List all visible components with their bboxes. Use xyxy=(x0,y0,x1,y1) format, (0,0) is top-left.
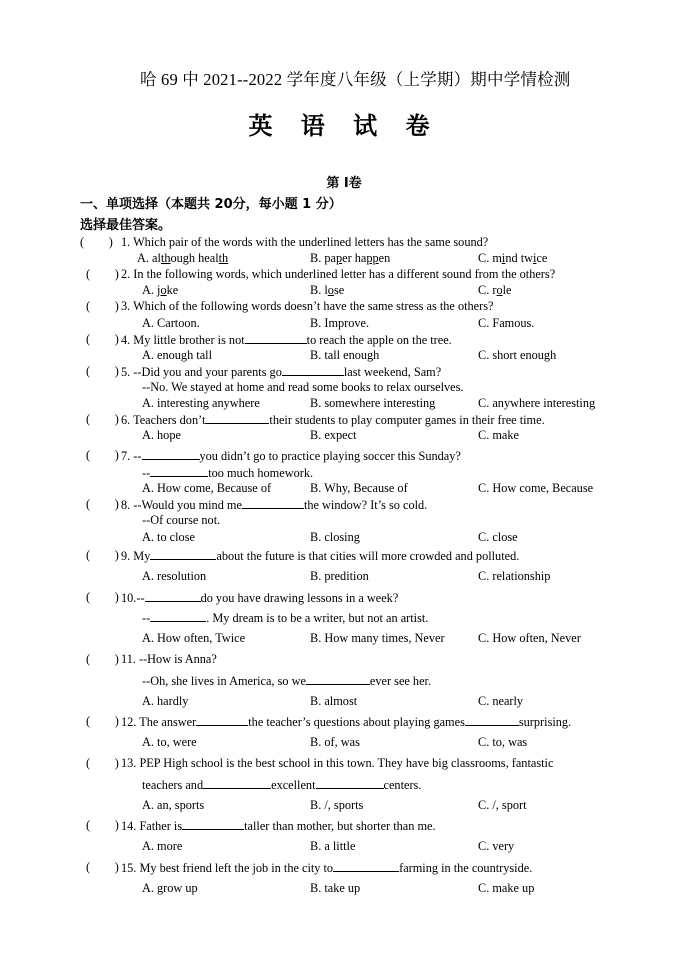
option-c[interactable]: C. mind twice xyxy=(478,251,548,265)
option-b[interactable]: B. Why, Because of xyxy=(310,481,408,495)
answer-bracket[interactable]: ( ) xyxy=(86,818,119,832)
answer-blank[interactable] xyxy=(150,610,206,622)
exam-title: 英 语 试 卷 xyxy=(248,112,440,140)
exam-header: 哈 69 中 2021--2022 学年度八年级（上学期）期中学情检测 xyxy=(140,70,571,89)
option-b[interactable]: B. lose xyxy=(310,283,345,297)
question-stem: 15. My best friend left the job in the city to farming in the countryside. xyxy=(121,861,533,875)
answer-bracket[interactable]: ( ) xyxy=(86,448,119,462)
answer-blank[interactable] xyxy=(150,465,208,477)
dialogue-line: --No. We stayed at home and read some books to relax ourselves. xyxy=(142,380,464,394)
answer-blank[interactable] xyxy=(245,332,307,344)
option-b[interactable]: B. expect xyxy=(310,428,357,442)
answer-blank[interactable] xyxy=(465,714,519,726)
question-stem: 10.-- do you have drawing lessons in a week? xyxy=(121,591,399,605)
answer-bracket[interactable]: ( ) xyxy=(86,652,119,666)
option-a[interactable]: A. enough tall xyxy=(142,348,213,362)
answer-blank[interactable] xyxy=(145,590,201,602)
option-c[interactable]: C. nearly xyxy=(478,694,524,708)
option-b[interactable]: B. closing xyxy=(310,530,360,544)
question-stem: 4. My little brother is not to reach the apple on the tree. xyxy=(121,333,452,347)
question-stem: 6. Teachers don’t their students to play computer games in their free time. xyxy=(121,413,545,427)
answer-blank[interactable] xyxy=(142,448,200,460)
option-a[interactable]: A. grow up xyxy=(142,881,198,895)
option-b[interactable]: B. predition xyxy=(310,569,369,583)
question-stem: 1. Which pair of the words with the underlined letters has the same sound? xyxy=(121,235,489,249)
answer-bracket[interactable]: ( ) xyxy=(86,497,119,511)
option-a[interactable]: A. although health xyxy=(137,251,229,265)
answer-blank[interactable] xyxy=(282,364,344,376)
question-stem: 11. --How is Anna? xyxy=(121,652,217,666)
option-a[interactable]: A. an, sports xyxy=(142,798,205,812)
option-c[interactable]: C. How come, Because xyxy=(478,481,594,495)
option-c[interactable]: C. How often, Never xyxy=(478,631,581,645)
option-c[interactable]: C. to, was xyxy=(478,735,528,749)
option-a[interactable]: A. more xyxy=(142,839,183,853)
question-stem: 2. In the following words, which underlined letter has a different sound from the others? xyxy=(121,267,556,281)
answer-bracket[interactable]: ( ) xyxy=(80,235,113,249)
question-continuation: teachers and excellent centers. xyxy=(142,778,422,792)
answer-bracket[interactable]: ( ) xyxy=(86,267,119,281)
option-a[interactable]: A. interesting anywhere xyxy=(142,396,260,410)
option-c[interactable]: C. anywhere interesting xyxy=(478,396,596,410)
answer-blank[interactable] xyxy=(316,777,384,789)
option-b[interactable]: B. of, was xyxy=(310,735,360,749)
option-a[interactable]: A. to close xyxy=(142,530,195,544)
dialogue-line: -- . My dream is to be a writer, but not an artist. xyxy=(142,611,429,625)
option-b[interactable]: B. paper happen xyxy=(310,251,391,265)
dialogue-line: --Of course not. xyxy=(142,513,221,527)
answer-blank[interactable] xyxy=(196,714,248,726)
answer-blank[interactable] xyxy=(203,777,271,789)
option-b[interactable]: B. tall enough xyxy=(310,348,380,362)
option-a[interactable]: A. How often, Twice xyxy=(142,631,246,645)
option-c[interactable]: C. close xyxy=(478,530,518,544)
option-c[interactable]: C. /, sport xyxy=(478,798,527,812)
dialogue-line: -- too much homework. xyxy=(142,466,314,480)
option-b[interactable]: B. a little xyxy=(310,839,356,853)
option-b[interactable]: B. How many times, Never xyxy=(310,631,445,645)
instruction: 选择最佳答案。 xyxy=(80,218,172,233)
option-a[interactable]: A. How come, Because of xyxy=(142,481,272,495)
answer-bracket[interactable]: ( ) xyxy=(86,860,119,874)
option-c[interactable]: C. relationship xyxy=(478,569,551,583)
question-stem: 7. -- you didn’t go to practice playing soccer this Sunday? xyxy=(121,449,461,463)
option-c[interactable]: C. short enough xyxy=(478,348,557,362)
answer-bracket[interactable]: ( ) xyxy=(86,332,119,346)
option-a[interactable]: A. hardly xyxy=(142,694,189,708)
section-heading: 一、单项选择（本题共 20分，每小题 1 分） xyxy=(80,197,342,212)
option-a[interactable]: A. Cartoon. xyxy=(142,316,200,330)
volume-label: 第 I卷 xyxy=(326,176,362,191)
answer-blank[interactable] xyxy=(150,548,216,560)
option-b[interactable]: B. almost xyxy=(310,694,358,708)
option-a[interactable]: A. to, were xyxy=(142,735,197,749)
answer-blank[interactable] xyxy=(306,673,370,685)
answer-bracket[interactable]: ( ) xyxy=(86,756,119,770)
answer-bracket[interactable]: ( ) xyxy=(86,590,119,604)
answer-blank[interactable] xyxy=(205,412,269,424)
answer-bracket[interactable]: ( ) xyxy=(86,548,119,562)
option-c[interactable]: C. role xyxy=(478,283,512,297)
answer-bracket[interactable]: ( ) xyxy=(86,299,119,313)
option-b[interactable]: B. take up xyxy=(310,881,361,895)
option-b[interactable]: B. somewhere interesting xyxy=(310,396,436,410)
question-stem: 14. Father is taller than mother, but shorter than me. xyxy=(121,819,436,833)
option-b[interactable]: B. /, sports xyxy=(310,798,364,812)
option-c[interactable]: C. Famous. xyxy=(478,316,535,330)
question-stem: 13. PEP High school is the best school in this town. They have big classrooms, fantastic xyxy=(121,756,554,770)
option-b[interactable]: B. Improve. xyxy=(310,316,370,330)
answer-blank[interactable] xyxy=(182,818,244,830)
answer-blank[interactable] xyxy=(242,497,304,509)
option-c[interactable]: C. make up xyxy=(478,881,535,895)
question-stem: 12. The answer the teacher’s questions about playing games surprising. xyxy=(121,715,572,729)
question-stem: 9. My about the future is that cities will more crowded and polluted. xyxy=(121,549,520,563)
option-a[interactable]: A. resolution xyxy=(142,569,207,583)
dialogue-line: --Oh, she lives in America, so we ever see her. xyxy=(142,674,432,688)
answer-bracket[interactable]: ( ) xyxy=(86,714,119,728)
answer-bracket[interactable]: ( ) xyxy=(86,364,119,378)
option-c[interactable]: C. very xyxy=(478,839,515,853)
option-a[interactable]: A. joke xyxy=(142,283,179,297)
option-a[interactable]: A. hope xyxy=(142,428,181,442)
answer-blank[interactable] xyxy=(333,860,399,872)
question-stem: 3. Which of the following words doesn’t have the same stress as the others? xyxy=(121,299,494,313)
question-stem: 5. --Did you and your parents go last weekend, Sam? xyxy=(121,365,442,379)
option-c[interactable]: C. make xyxy=(478,428,519,442)
question-stem: 8. --Would you mind me the window? It’s so cold. xyxy=(121,498,428,512)
answer-bracket[interactable]: ( ) xyxy=(86,412,119,426)
